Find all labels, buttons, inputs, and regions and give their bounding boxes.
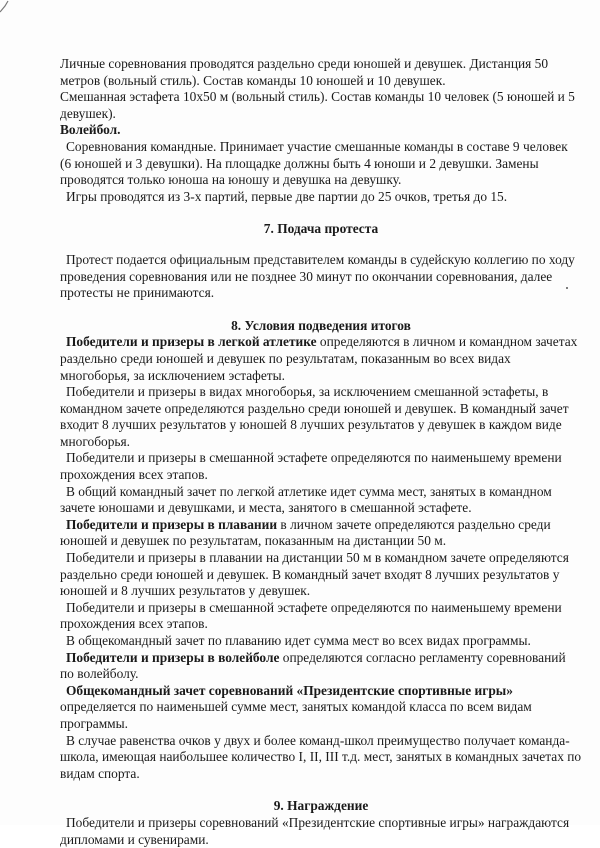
volleyball-title: Волейбол.: [60, 122, 121, 138]
paragraph: Смешанная эстафета 10х50 м (вольный стиль). Состав команды 10 человек (5 юношей и 5 девушек).: [60, 89, 575, 121]
paragraph: Победители и призеры в волейболе определяются согласно регламенту соревнований по волейболу.: [60, 649, 566, 682]
paragraph: Протест подается официальным представителем команды в судейскую коллегию по ходу проведения соревнования или не позднее 30 минут по окончании соревнования, далее протесты не принимаются.: [60, 251, 575, 301]
paragraph: Личные соревнования проводятся раздельно среди юношей и девушек. Дистанция 50 метров (вольный стиль). Состав команды 10 юношей и 10 девушек.: [60, 56, 549, 88]
paragraph: Победители и призеры в плавании на дистанции 50 м в командном зачете определяются раздельно среди юношей и девушек. В командный зачет входят 8 лучших результатов у юношей и 8 лучших результатов у девушек.: [60, 550, 569, 599]
scan-corner-mark: [0, 0, 10, 14]
paragraph: Общекомандный зачет соревнований «Президентские спортивные игры» определяется по наименьшей сумме мест, занятых командой класса по всем видам программы.: [60, 682, 532, 731]
document-body: [60, 56, 582, 848]
paragraph: Победители и призеры в плавании в личном зачете определяются раздельно среди юношей и девушек по результатам, показанным на дистанции 50 м.: [60, 516, 551, 549]
paragraph: Победители и призеры в легкой атлетике определяются в личном и командном зачетах раздельно среди юношей и девушек по результатам, показанным во всех видах многоборья, за исключением эстафеты.: [60, 334, 578, 383]
paragraph: Игры проводятся из 3-х партий, первые две партии до 25 очков, третья до 15.: [66, 188, 508, 204]
paragraph: В случае равенства очков у двух и более команд-школ преимущество получает команда-школа, имеющая наибольшее количество I, II, III т.д. мест, занятых в командных зачетах по видам спорта.: [60, 732, 582, 781]
paragraph: Победители и призеры в смешанной эстафете определяются по наименьшему времени прохождения всех этапов.: [60, 599, 562, 632]
paragraph: Победители и призеры в смешанной эстафете определяются по наименьшему времени прохождения всех этапов.: [60, 450, 562, 483]
section-9-heading: 9. Награждение: [273, 798, 369, 814]
paragraph: Соревнования командные. Принимает участие смешанные команды в составе 9 человек (6 юношей и 3 девушки). На площадке должны быть 4 юноши и 2 девушки. Замены проводятся только юноша на юношу и девушка на девушку.: [60, 138, 568, 188]
paragraph: Победители и призеры в видах многоборья, за исключением смешанной эстафеты, в командном зачете определяются раздельно среди юношей и девушек. В командный зачет входит 8 лучших результатов у юношей 8 лучших результатов у девушек в каждом виде многоборья.: [60, 384, 569, 449]
paragraph: В общекомандный зачет по плаванию идет сумма мест во всех видах программы.: [66, 633, 531, 648]
section-8-heading: 8. Условия подведения итогов: [231, 317, 411, 333]
paragraph: Победители и призеры соревнований «Президентские спортивные игры» награждаются дипломами и сувенирами.: [60, 814, 570, 847]
section-7-heading: 7. Подача протеста: [263, 221, 379, 237]
paragraph: В общий командный зачет по легкой атлетике идет сумма мест, занятых в командном зачете юношами и девушками, и места, занятого в смешанной эстафете.: [60, 483, 552, 516]
